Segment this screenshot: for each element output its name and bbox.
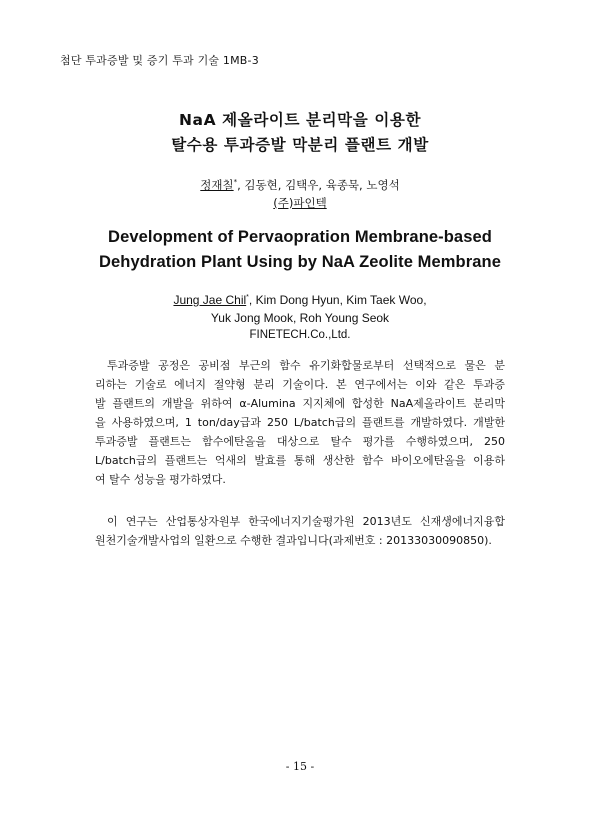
acknowledgement-line: 원천기술개발사업의 일환으로 수행한 결과입니다(과제번호 : 20133030090850).: [95, 534, 492, 547]
corresponding-author-mark: *: [233, 178, 238, 187]
abstract-line: L/batch급의 플랜트는 억새의 발효를 통해 생산한 함수 바이오에탄올을 이용하: [95, 454, 505, 467]
korean-title-line-1: NaA 제올라이트 분리막을 이용한: [178, 111, 422, 129]
english-title-line-1: Development of Pervaopration Membrane-based: [108, 228, 492, 246]
acknowledgement-paragraph: [95, 512, 505, 550]
page-number: - 15 -: [285, 760, 315, 773]
english-author-list: [0, 293, 600, 307]
abstract-line: 여 탈수 성능을 평가하였다.: [95, 473, 226, 486]
abstract-line: 을 사용하였으며, 1 ton/day급과 250 L/batch급의 플랜트를 개발하였다. 개발한: [95, 416, 505, 429]
english-title-line-2: Dehydration Plant Using by NaA Zeolite Membrane: [99, 253, 501, 271]
english-coauthors-line-2: Yuk Jong Mook, Roh Young Seok: [210, 311, 390, 325]
korean-first-author: 정재칠: [200, 178, 234, 192]
abstract-line: 리하는 기술로 에너지 절약형 분리 기술이다. 본 연구에서는 이와 같은 투과증: [95, 378, 505, 391]
abstract-paragraph: [95, 356, 505, 489]
english-coauthors-line-1: , Kim Dong Hyun, Kim Taek Woo,: [248, 293, 427, 307]
korean-coauthors: , 김동현, 김택우, 육종묵, 노영석: [237, 178, 400, 192]
abstract-line: 투과증발 플랜트는 함수에탄올을 대상으로 탈수 평가를 수행하였으며, 250: [95, 435, 505, 448]
acknowledgement-line: 이 연구는 산업통상자원부 한국에너지기술평가원 2013년도 신재생에너지융합: [107, 515, 505, 528]
english-first-author: Jung Jae Chil: [173, 293, 247, 307]
running-header: 첨단 투과증발 및 증기 투과 기술 1MB-3: [60, 54, 259, 67]
korean-author-list: [0, 177, 600, 193]
abstract-line: 투과증발 공정은 공비점 부근의 함수 유기화합물로부터 선택적으로 물은 분: [107, 359, 505, 372]
abstract-line: 발 플랜트의 개발을 위하여 α-Alumina 지지체에 합성한 NaA제올라이트 분리막: [95, 397, 505, 410]
korean-title-line-2: 탈수용 투과증발 막분리 플랜트 개발: [171, 136, 429, 154]
korean-affiliation: (주)파인텍: [273, 196, 327, 210]
english-affiliation: FINETECH.Co.,Ltd.: [249, 329, 351, 341]
english-corresponding-author-mark: *: [246, 294, 249, 301]
